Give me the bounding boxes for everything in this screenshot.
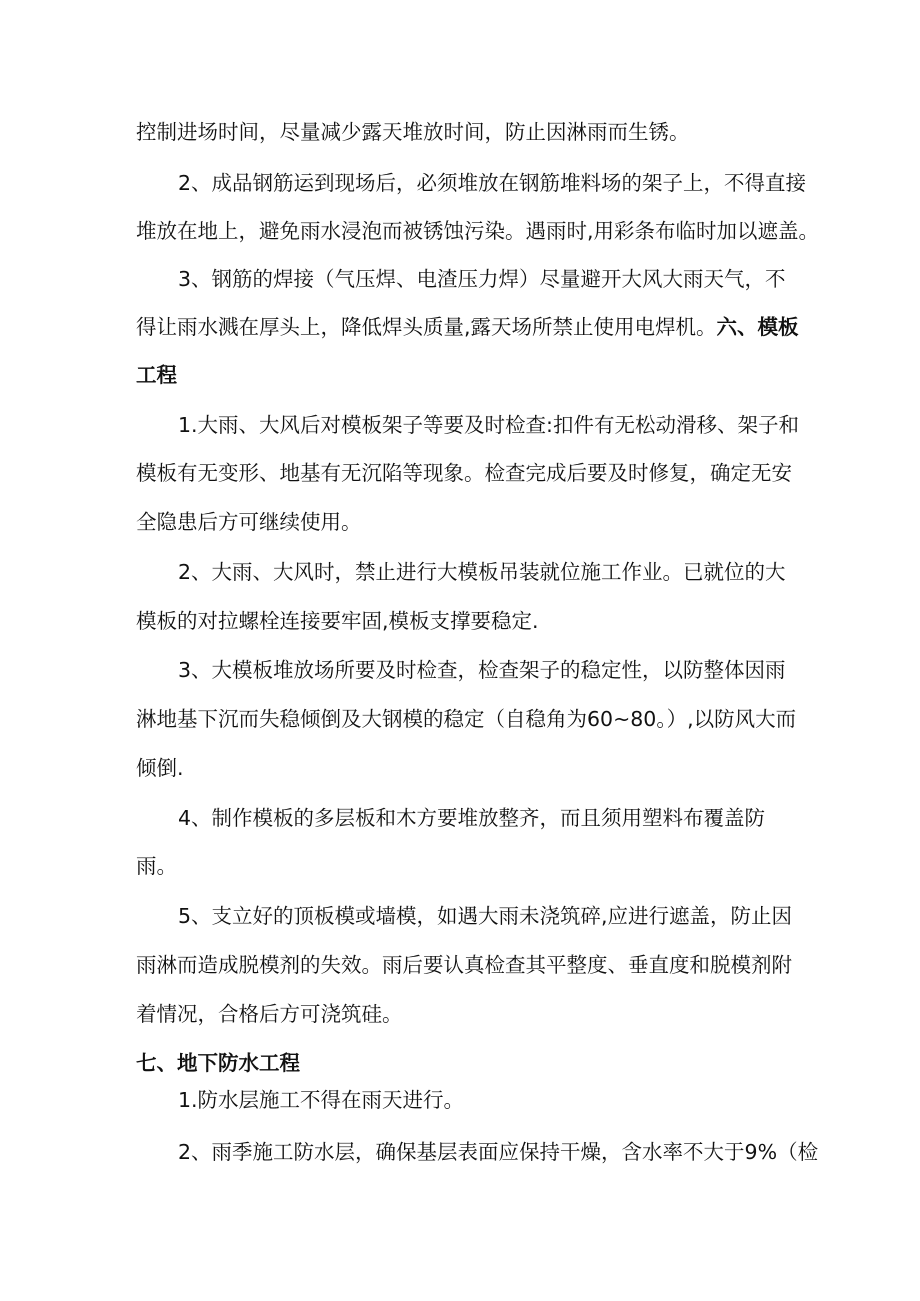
paragraph-line: 4、制作模板的多层板和木方要堆放整齐，而且须用塑料布覆盖防 — [178, 806, 766, 830]
section-heading-continued: 工程 — [136, 363, 177, 387]
section-heading: 六、模板 — [716, 315, 799, 339]
paragraph-line: 1.防水层施工不得在雨天进行。 — [178, 1088, 465, 1112]
paragraph-line: 全隐患后方可继续使用。 — [136, 510, 362, 534]
paragraph-text: 得让雨水溅在厚头上，降低焊头质量,露天场所禁止使用电焊机。 — [136, 315, 717, 339]
paragraph-line: 3、钢筋的焊接（气压焊、电渣压力焊）尽量避开大风大雨天气，不 — [178, 267, 786, 291]
paragraph-line: 2、大雨、大风时，禁止进行大模板吊装就位施工作业。已就位的大 — [178, 560, 786, 584]
paragraph-line: 雨。 — [136, 854, 177, 878]
paragraph-line: 倾倒. — [136, 756, 184, 780]
paragraph-line: 模板有无变形、地基有无沉陷等现象。检查完成后要及时修复，确定无安 — [136, 461, 792, 485]
paragraph-line: 雨淋而造成脱模剂的失效。雨后要认真检查其平整度、垂直度和脱模剂附 — [136, 953, 792, 977]
paragraph-line: 堆放在地上，避免雨水浸泡而被锈蚀污染。遇雨时,用彩条布临时加以遮盖。 — [136, 219, 820, 243]
paragraph-line: 2、成品钢筋运到现场后，必须堆放在钢筋堆料场的架子上，不得直接 — [178, 171, 807, 195]
paragraph-line: 3、大模板堆放场所要及时检查，检查架子的稳定性，以防整体因雨 — [178, 658, 786, 682]
paragraph-line: 控制进场时间，尽量减少露天堆放时间，防止因淋雨而生锈。 — [136, 120, 690, 144]
paragraph-line — [136, 310, 920, 344]
section-heading: 七、地下防水工程 — [136, 1051, 300, 1075]
paragraph-line: 5、支立好的顶板模或墙模，如遇大雨未浇筑碎,应进行遮盖，防止因 — [178, 904, 793, 928]
paragraph-line: 淋地基下沉而失稳倾倒及大钢模的稳定（自稳角为60~80。）,以防风大而 — [136, 707, 797, 731]
paragraph-line: 着情况，合格后方可浇筑硅。 — [136, 1002, 403, 1026]
paragraph-line: 1.大雨、大风后对模板架子等要及时检查:扣件有无松动滑移、架子和 — [178, 413, 799, 437]
paragraph-line: 模板的对拉螺栓连接要牢固,模板支撑要稳定. — [136, 609, 539, 633]
paragraph-line: 2、雨季施工防水层，确保基层表面应保持干燥，含水率不大于9%（检 — [178, 1140, 819, 1164]
